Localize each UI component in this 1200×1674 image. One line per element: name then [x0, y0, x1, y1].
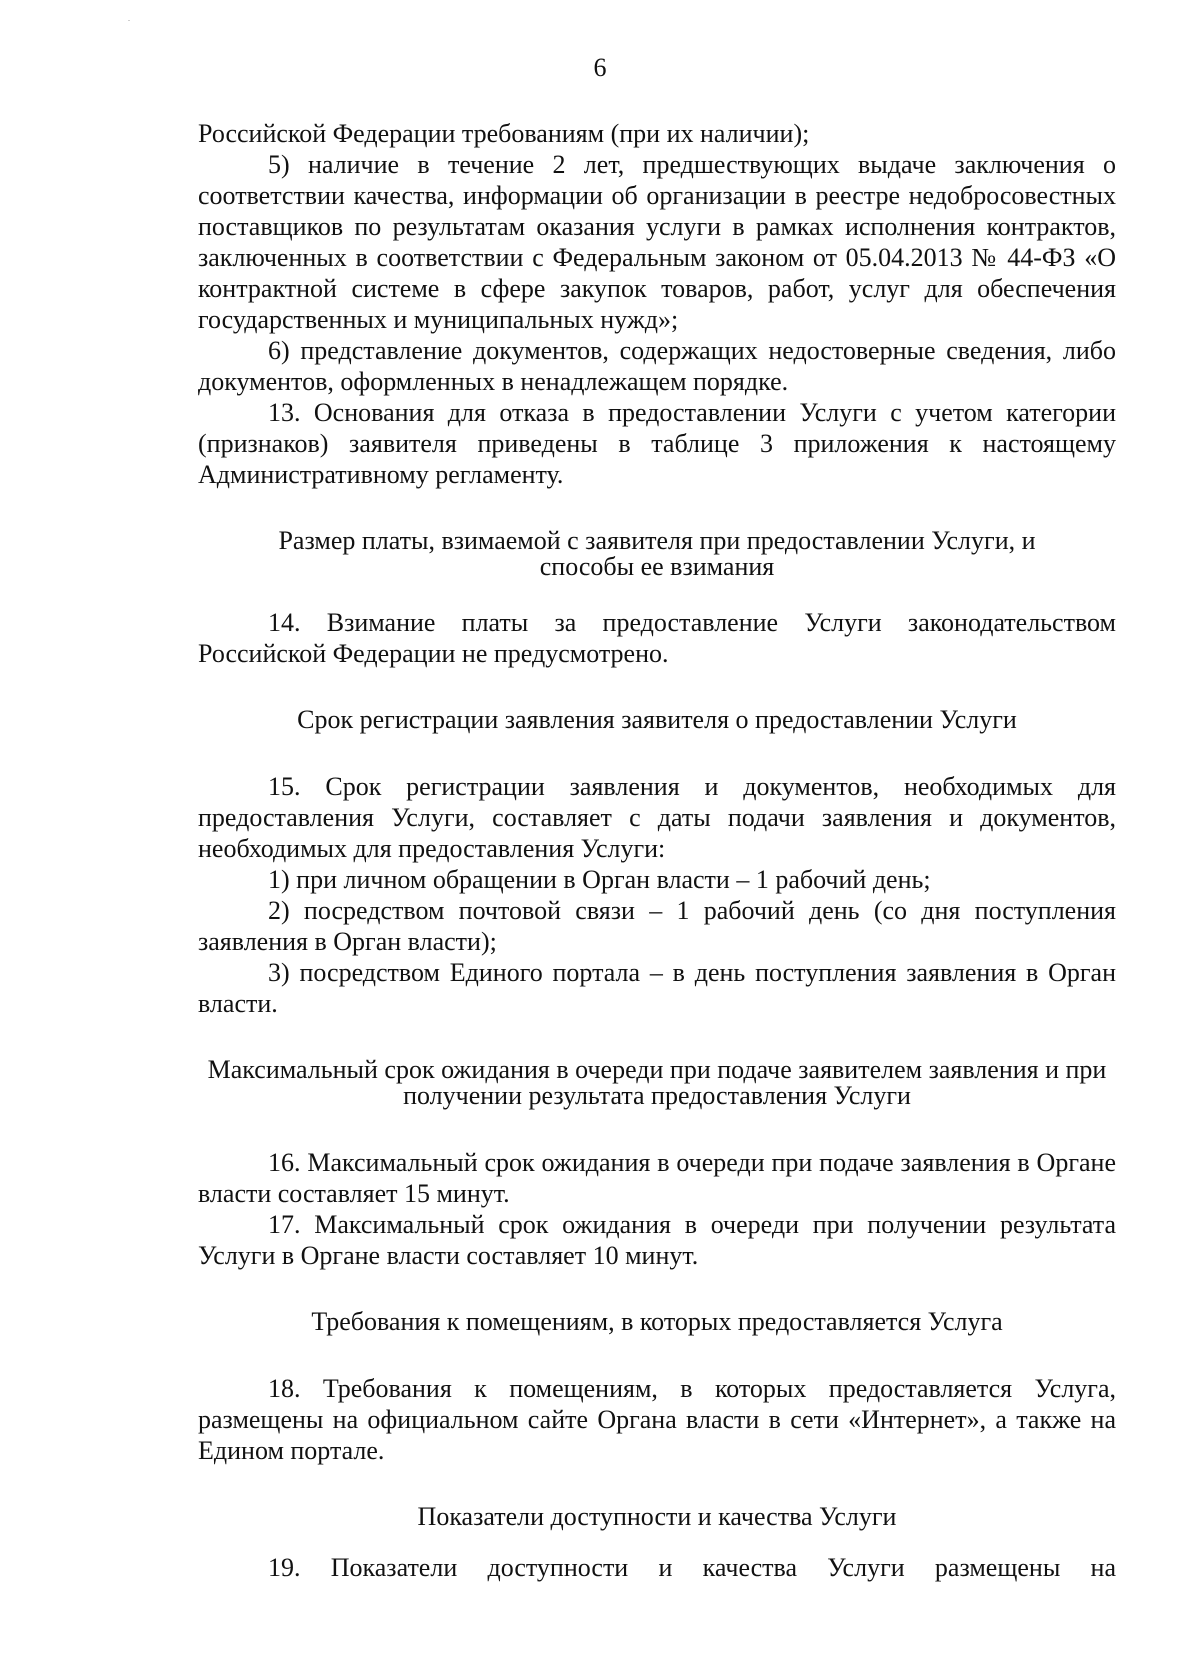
spacer: [198, 1271, 1116, 1309]
spacer: [198, 490, 1116, 528]
list-item-1: 1) при личном обращении в Орган власти – 1 рабочий день;: [268, 865, 931, 894]
clause-17: 17. Максимальный срок ожидания в очереди при получении результата Услуги в Органе власти составляет 10 минут.: [198, 1210, 1116, 1270]
page-number: 6: [593, 53, 607, 82]
list-item-2: 2) посредством почтовой связи – 1 рабочий день (со дня поступления заявления в Орган власти);: [198, 896, 1116, 956]
scan-artifact: [128, 20, 130, 21]
clause-14: 14. Взимание платы за предоставление Услуги законодательством Российской Федерации не предусмотрено.: [198, 608, 1116, 668]
spacer: [198, 1019, 1116, 1057]
section-heading-registration: Срок регистрации заявления заявителя о предоставлении Услуги: [297, 705, 1017, 734]
list-item-6: 6) представление документов, содержащих недостоверные сведения, либо документов, оформленных в ненадлежащем порядке.: [198, 336, 1116, 396]
clause-18: 18. Требования к помещениям, в которых предоставляется Услуга, размещены на официальном сайте Органа власти в сети «Интернет», а также на Едином портале.: [198, 1374, 1116, 1465]
document-body: [198, 118, 1116, 1583]
spacer: [198, 669, 1116, 707]
paragraph-continuation: Российской Федерации требованиям (при их наличии);: [198, 119, 810, 148]
clause-19: 19. Показатели доступности и качества Услуги размещены на: [268, 1553, 1116, 1582]
spacer: [198, 580, 1116, 607]
section-heading-fee: Размер платы, взимаемой с заявителя при предоставлении Услуги, и способы ее взимания: [278, 526, 1036, 581]
spacer: [198, 1109, 1116, 1147]
clause-13: 13. Основания для отказа в предоставлении Услуги с учетом категории (признаков) заявителя приведены в таблице 3 приложения к настоящему Административному регламенту.: [198, 398, 1116, 489]
section-heading-queue: Максимальный срок ожидания в очереди при подаче заявителем заявления и при получении результата предоставления Услуги: [207, 1055, 1107, 1110]
spacer: [198, 1335, 1116, 1373]
spacer: [198, 733, 1116, 771]
clause-16: 16. Максимальный срок ожидания в очереди при подаче заявления в Органе власти составляет 15 минут.: [198, 1148, 1116, 1208]
section-heading-premises: Требования к помещениям, в которых предоставляется Услуга: [311, 1307, 1003, 1336]
section-heading-quality: Показатели доступности и качества Услуги: [417, 1502, 897, 1531]
list-item-3: 3) посредством Единого портала – в день поступления заявления в Орган власти.: [198, 958, 1116, 1018]
spacer: [198, 1466, 1116, 1504]
spacer: [198, 1530, 1116, 1552]
clause-15: 15. Срок регистрации заявления и документов, необходимых для предоставления Услуги, составляет с даты подачи заявления и документов, необходимых для предоставления Услуги:: [198, 772, 1116, 863]
list-item-5: 5) наличие в течение 2 лет, предшествующих выдаче заключения о соответствии качества, информации об организации в реестре недобросовестных поставщиков по результатам оказания услуги в рамках исполнения контрактов, заключенных в соответствии с Федеральным законом от 05.04.2013 № 44-ФЗ «О контрактной системе в сфере закупок товаров, работ, услуг для обеспечения государственных и муниципальных нужд»;: [198, 150, 1116, 334]
